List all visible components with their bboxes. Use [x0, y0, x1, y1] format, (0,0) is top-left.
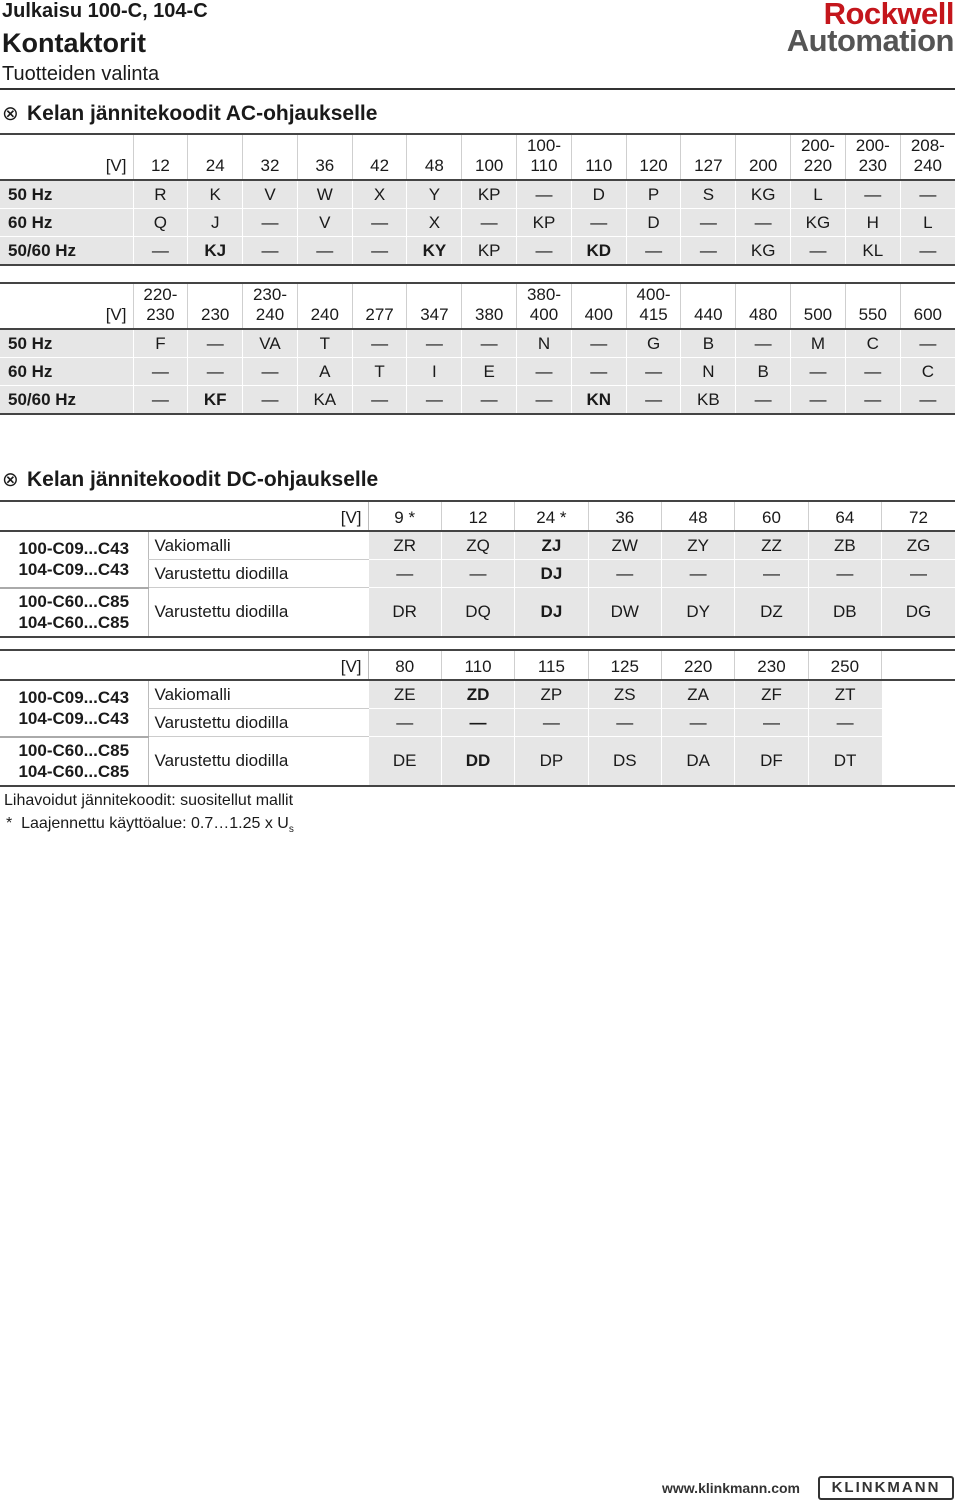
- coil-code-cell: —: [352, 237, 407, 266]
- header-rule: [0, 88, 955, 90]
- circled-times-icon: ⊗: [2, 103, 19, 125]
- frequency-label: 60 Hz: [0, 209, 133, 237]
- coil-code-cell: —: [352, 209, 407, 237]
- coil-code-cell: —: [571, 358, 626, 386]
- coil-code-cell: KP: [517, 209, 572, 237]
- rockwell-automation-logo: [786, 0, 954, 58]
- description-diode: Varustettu diodilla: [148, 709, 368, 737]
- voltage-header-cell: 550: [845, 283, 900, 329]
- coil-code-cell: F: [133, 329, 188, 358]
- coil-code-cell: —: [188, 329, 243, 358]
- voltage-header-cell: 32: [243, 134, 298, 180]
- coil-code-cell: ZQ: [441, 531, 514, 560]
- coil-code-cell: G: [626, 329, 681, 358]
- voltage-header-cell: 277: [352, 283, 407, 329]
- coil-code-cell: —: [791, 358, 846, 386]
- dc-row-large-diode: [0, 588, 955, 637]
- coil-code-cell: D: [571, 180, 626, 209]
- voltage-header-cell: 12: [133, 134, 188, 180]
- model-line: 100-C60...C85: [18, 741, 130, 760]
- coil-code-cell: —: [462, 329, 517, 358]
- voltage-header-cell: 220: [661, 650, 734, 680]
- coil-code-cell: Q: [133, 209, 188, 237]
- frequency-row: [0, 209, 955, 237]
- coil-code-cell: —: [368, 709, 441, 737]
- voltage-header-cell: 230- 240: [243, 283, 298, 329]
- coil-code-cell: —: [791, 237, 846, 266]
- page-subtitle: Tuotteiden valinta: [2, 63, 160, 85]
- coil-code-cell: L: [900, 209, 955, 237]
- coil-code-cell: —: [626, 386, 681, 415]
- coil-code-cell: ZP: [515, 680, 588, 709]
- coil-code-cell: —: [900, 180, 955, 209]
- model-line: 100-C60...C85: [18, 592, 130, 611]
- voltage-header-cell: 36: [297, 134, 352, 180]
- coil-code-cell: I: [407, 358, 462, 386]
- coil-code-cell: K: [188, 180, 243, 209]
- description-standard: Vakiomalli: [148, 680, 368, 709]
- coil-code-cell: —: [626, 358, 681, 386]
- coil-code-cell: —: [845, 358, 900, 386]
- coil-code-cell: DD: [441, 737, 514, 786]
- dc-table-2: [0, 649, 955, 787]
- coil-code-cell: H: [845, 209, 900, 237]
- coil-code-cell: —: [133, 358, 188, 386]
- coil-code-cell: —: [407, 329, 462, 358]
- circled-times-icon: ⊗: [2, 469, 19, 491]
- coil-code-cell: DJ: [515, 560, 588, 588]
- voltage-header-cell: 240: [297, 283, 352, 329]
- coil-code-cell: M: [791, 329, 846, 358]
- voltage-header-cell: 200: [736, 134, 791, 180]
- coil-code-cell: T: [297, 329, 352, 358]
- klinkmann-logo: KLINKMANN: [818, 1476, 954, 1500]
- frequency-label: 50/60 Hz: [0, 386, 133, 415]
- coil-code-cell: —: [368, 560, 441, 588]
- coil-code-cell: R: [133, 180, 188, 209]
- coil-code-cell: —: [243, 358, 298, 386]
- coil-code-cell: DA: [661, 737, 734, 786]
- coil-code-cell: ZA: [661, 680, 734, 709]
- coil-code-cell: —: [588, 560, 661, 588]
- voltage-header-cell: 230: [188, 283, 243, 329]
- frequency-label: 50 Hz: [0, 329, 133, 358]
- unit-label: [V]: [0, 650, 368, 680]
- coil-code-cell: S: [681, 180, 736, 209]
- asterisk-symbol: *: [6, 815, 13, 832]
- voltage-header-cell: 72: [882, 501, 955, 531]
- ac-table-1: [0, 133, 955, 266]
- coil-code-cell: —: [297, 237, 352, 266]
- coil-code-cell: KF: [188, 386, 243, 415]
- voltage-header-cell: [882, 650, 955, 680]
- coil-code-cell: KA: [297, 386, 352, 415]
- coil-code-cell: KG: [736, 180, 791, 209]
- coil-code-cell: —: [133, 386, 188, 415]
- coil-code-cell: KP: [462, 180, 517, 209]
- description-standard: Vakiomalli: [148, 531, 368, 560]
- coil-code-cell: T: [352, 358, 407, 386]
- coil-code-cell: —: [515, 709, 588, 737]
- model-line: 104-C60...C85: [18, 613, 130, 632]
- voltage-header-cell: 380: [462, 283, 517, 329]
- unit-label: [V]: [0, 283, 133, 329]
- coil-code-cell: —: [735, 709, 808, 737]
- coil-code-cell: —: [845, 386, 900, 415]
- coil-code-cell: Y: [407, 180, 462, 209]
- coil-code-cell: —: [900, 386, 955, 415]
- coil-code-cell: DZ: [735, 588, 808, 637]
- coil-code-cell: V: [243, 180, 298, 209]
- coil-code-cell: ZY: [661, 531, 734, 560]
- dc-row-large-diode: [0, 737, 955, 786]
- extended-range-text: Laajennettu käyttöalue: 0.7…1.25 x U: [21, 815, 289, 832]
- coil-code-cell: —: [736, 386, 791, 415]
- coil-code-cell: —: [808, 709, 881, 737]
- coil-code-cell: —: [808, 560, 881, 588]
- model-line: 104-C09...C43: [18, 560, 130, 580]
- coil-code-cell: B: [736, 358, 791, 386]
- extended-range-note: [6, 815, 294, 835]
- coil-code-cell: —: [571, 209, 626, 237]
- frequency-row: [0, 358, 955, 386]
- coil-code-cell: ZZ: [735, 531, 808, 560]
- dc-voltage-header-row: [0, 501, 955, 531]
- frequency-row: [0, 237, 955, 266]
- coil-code-cell: DF: [735, 737, 808, 786]
- voltage-header-cell: 12: [441, 501, 514, 531]
- brand-line1: Rockwell: [823, 0, 954, 31]
- ac-section-title-text: Kelan jännitekoodit AC-ohjaukselle: [27, 101, 378, 125]
- publication-label: Julkaisu 100-C, 104-C: [2, 0, 208, 22]
- coil-code-cell: KP: [462, 237, 517, 266]
- coil-code-cell: DE: [368, 737, 441, 786]
- frequency-label: 50/60 Hz: [0, 237, 133, 266]
- model-range-large: [0, 737, 148, 786]
- coil-code-cell: —: [900, 329, 955, 358]
- coil-code-cell: —: [517, 386, 572, 415]
- coil-code-cell: DQ: [441, 588, 514, 637]
- coil-code-cell: —: [243, 237, 298, 266]
- coil-code-cell: KJ: [188, 237, 243, 266]
- coil-code-cell: ZS: [588, 680, 661, 709]
- subscript-s: s: [288, 824, 294, 836]
- description-diode: Varustettu diodilla: [148, 560, 368, 588]
- frequency-label: 50 Hz: [0, 180, 133, 209]
- voltage-header-cell: 600: [900, 283, 955, 329]
- voltage-header-cell: 208- 240: [900, 134, 955, 180]
- voltage-header-cell: 120: [626, 134, 681, 180]
- voltage-header-row: [0, 283, 955, 329]
- voltage-header-cell: 380- 400: [517, 283, 572, 329]
- coil-code-cell: ZB: [808, 531, 881, 560]
- voltage-header-cell: 110: [441, 650, 514, 680]
- voltage-header-cell: 80: [368, 650, 441, 680]
- coil-code-cell: ZE: [368, 680, 441, 709]
- frequency-label: 60 Hz: [0, 358, 133, 386]
- brand-line2: Automation: [786, 23, 954, 58]
- coil-code-cell: C: [900, 358, 955, 386]
- voltage-header-cell: 347: [407, 283, 462, 329]
- coil-code-cell: —: [681, 237, 736, 266]
- coil-code-cell: KB: [681, 386, 736, 415]
- coil-code-cell: DJ: [515, 588, 588, 637]
- dc-row-standard: [0, 531, 955, 560]
- description-diode: Varustettu diodilla: [148, 588, 368, 637]
- coil-code-cell: —: [736, 209, 791, 237]
- coil-code-cell: V: [297, 209, 352, 237]
- voltage-header-cell: 100: [462, 134, 517, 180]
- coil-code-cell: VA: [243, 329, 298, 358]
- dc-section-title: [2, 467, 378, 492]
- coil-code-cell: ZD: [441, 680, 514, 709]
- coil-code-cell: —: [243, 386, 298, 415]
- coil-code-cell: ZW: [588, 531, 661, 560]
- coil-code-cell: C: [845, 329, 900, 358]
- empty-cell: [882, 709, 955, 737]
- voltage-header-cell: 36: [588, 501, 661, 531]
- voltage-header-cell: 220- 230: [133, 283, 188, 329]
- coil-code-cell: KD: [571, 237, 626, 266]
- coil-code-cell: KL: [845, 237, 900, 266]
- frequency-row: [0, 386, 955, 415]
- coil-code-cell: A: [297, 358, 352, 386]
- model-range-large: [0, 588, 148, 637]
- model-line: 100-C09...C43: [18, 539, 130, 559]
- voltage-header-cell: 60: [735, 501, 808, 531]
- dc-voltage-header-row: [0, 650, 955, 680]
- coil-code-cell: —: [735, 560, 808, 588]
- empty-cell: [882, 737, 955, 786]
- voltage-header-cell: 400- 415: [626, 283, 681, 329]
- coil-code-cell: —: [571, 329, 626, 358]
- coil-code-cell: —: [462, 386, 517, 415]
- coil-code-cell: KN: [571, 386, 626, 415]
- coil-code-cell: ZJ: [515, 531, 588, 560]
- coil-code-cell: KG: [791, 209, 846, 237]
- voltage-header-cell: 125: [588, 650, 661, 680]
- voltage-header-cell: 115: [515, 650, 588, 680]
- coil-code-cell: X: [407, 209, 462, 237]
- coil-code-cell: —: [188, 358, 243, 386]
- ac-table-2: [0, 282, 955, 415]
- coil-code-cell: —: [882, 560, 955, 588]
- voltage-header-cell: 200- 220: [791, 134, 846, 180]
- coil-code-cell: —: [407, 386, 462, 415]
- voltage-header-cell: 230: [735, 650, 808, 680]
- voltage-header-cell: 64: [808, 501, 881, 531]
- voltage-header-cell: 500: [791, 283, 846, 329]
- voltage-header-cell: 200- 230: [845, 134, 900, 180]
- coil-code-cell: KG: [736, 237, 791, 266]
- voltage-header-cell: 48: [661, 501, 734, 531]
- dc-table-1: [0, 500, 955, 638]
- coil-code-cell: N: [517, 329, 572, 358]
- coil-code-cell: X: [352, 180, 407, 209]
- unit-label: [V]: [0, 501, 368, 531]
- coil-code-cell: ZG: [882, 531, 955, 560]
- voltage-header-cell: 440: [681, 283, 736, 329]
- voltage-header-cell: 24 *: [515, 501, 588, 531]
- coil-code-cell: —: [900, 237, 955, 266]
- coil-code-cell: —: [352, 386, 407, 415]
- empty-cell: [882, 680, 955, 709]
- coil-code-cell: ZF: [735, 680, 808, 709]
- voltage-header-cell: 100- 110: [517, 134, 572, 180]
- voltage-header-row: [0, 134, 955, 180]
- page-title: Kontaktorit: [2, 28, 146, 58]
- coil-code-cell: DR: [368, 588, 441, 637]
- coil-code-cell: DW: [588, 588, 661, 637]
- coil-code-cell: —: [517, 237, 572, 266]
- model-line: 100-C09...C43: [18, 688, 130, 708]
- coil-code-cell: P: [626, 180, 681, 209]
- coil-code-cell: W: [297, 180, 352, 209]
- voltage-header-cell: 480: [736, 283, 791, 329]
- voltage-header-cell: 42: [352, 134, 407, 180]
- model-range-small: [0, 531, 148, 588]
- coil-code-cell: —: [845, 180, 900, 209]
- coil-code-cell: —: [588, 709, 661, 737]
- voltage-header-cell: 9 *: [368, 501, 441, 531]
- coil-code-cell: B: [681, 329, 736, 358]
- coil-code-cell: —: [441, 560, 514, 588]
- coil-code-cell: —: [681, 209, 736, 237]
- coil-code-cell: N: [681, 358, 736, 386]
- coil-code-cell: —: [736, 329, 791, 358]
- dc-section-title-text: Kelan jännitekoodit DC-ohjaukselle: [27, 467, 379, 491]
- bold-codes-note: Lihavoidut jännitekoodit: suositellut mallit: [4, 792, 294, 809]
- coil-code-cell: —: [517, 358, 572, 386]
- coil-code-cell: KY: [407, 237, 462, 266]
- voltage-header-cell: 24: [188, 134, 243, 180]
- coil-code-cell: —: [352, 329, 407, 358]
- coil-code-cell: —: [517, 180, 572, 209]
- coil-code-cell: —: [626, 237, 681, 266]
- footer-url-link[interactable]: www.klinkmann.com: [662, 1480, 800, 1496]
- coil-code-cell: J: [188, 209, 243, 237]
- coil-code-cell: —: [661, 560, 734, 588]
- frequency-row: [0, 329, 955, 358]
- model-line: 104-C09...C43: [18, 709, 130, 729]
- unit-label: [V]: [0, 134, 133, 180]
- coil-code-cell: —: [791, 386, 846, 415]
- coil-code-cell: —: [462, 209, 517, 237]
- model-line: 104-C60...C85: [18, 762, 130, 781]
- coil-code-cell: DP: [515, 737, 588, 786]
- ac-section-title: [2, 101, 377, 126]
- coil-code-cell: DT: [808, 737, 881, 786]
- coil-code-cell: D: [626, 209, 681, 237]
- coil-code-cell: —: [661, 709, 734, 737]
- coil-code-cell: DG: [882, 588, 955, 637]
- coil-code-cell: E: [462, 358, 517, 386]
- voltage-header-cell: 48: [407, 134, 462, 180]
- coil-code-cell: L: [791, 180, 846, 209]
- dc-row-standard: [0, 680, 955, 709]
- coil-code-cell: —: [441, 709, 514, 737]
- model-range-small: [0, 680, 148, 737]
- coil-code-cell: —: [133, 237, 188, 266]
- voltage-header-cell: 127: [681, 134, 736, 180]
- coil-code-cell: ZT: [808, 680, 881, 709]
- coil-code-cell: DS: [588, 737, 661, 786]
- voltage-header-cell: 400: [571, 283, 626, 329]
- coil-code-cell: —: [243, 209, 298, 237]
- coil-code-cell: DB: [808, 588, 881, 637]
- voltage-header-cell: 250: [808, 650, 881, 680]
- voltage-header-cell: 110: [571, 134, 626, 180]
- coil-code-cell: DY: [661, 588, 734, 637]
- frequency-row: [0, 180, 955, 209]
- coil-code-cell: ZR: [368, 531, 441, 560]
- description-diode: Varustettu diodilla: [148, 737, 368, 786]
